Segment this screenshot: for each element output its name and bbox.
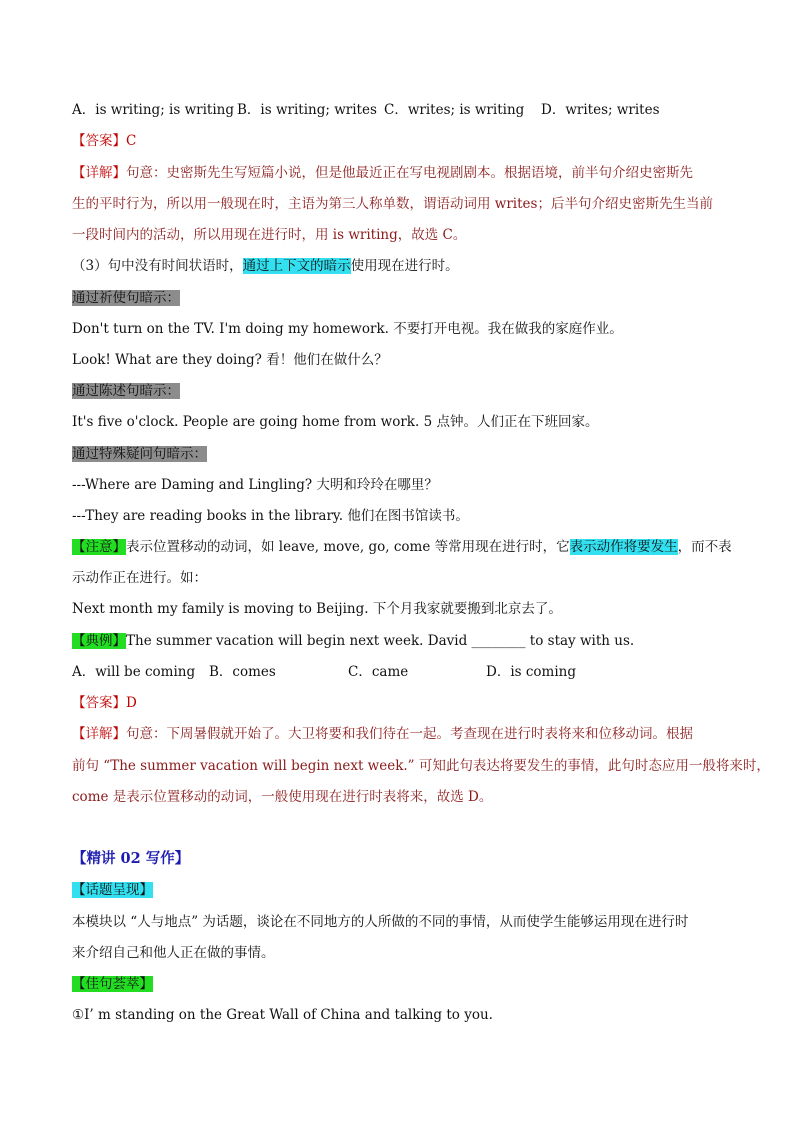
subheading-imperative: 通过祈使句暗示： bbox=[72, 290, 180, 306]
option-d: D．is coming bbox=[486, 664, 577, 680]
answer-value: C bbox=[126, 133, 137, 149]
detail-line: 生的平时行为，所以用一般现在时，主语为第三人称单数，谓语动词用 writes；后半句介绍史密斯先生当前 bbox=[72, 196, 713, 212]
subheading-line bbox=[72, 445, 207, 463]
answer-tag: 【答案】 bbox=[72, 695, 126, 711]
note-text: 表示位置移动的动词，如 leave, move, go, come 等常用现在进行时，它 bbox=[126, 539, 570, 555]
detail-tag: 【详解】 bbox=[72, 165, 126, 181]
answer-line bbox=[72, 132, 136, 150]
example-sentence: ---They are reading books in the library. 他们在图书馆读书。 bbox=[72, 508, 469, 524]
paragraph-line: 本模块以 “人与地点” 为话题，谈论在不同地方的人所做的不同的事情，从而使学生能够运用现在进行时 bbox=[72, 914, 689, 930]
detail-line: 前句 “The summer vacation will begin next week.” 可知此句表达将要发生的事情，此句时态应用一般将来时， bbox=[72, 758, 770, 774]
topic-label: 【话题呈现】 bbox=[72, 882, 153, 898]
example-sentence: It's five o'clock. People are going home from work. 5 点钟。人们正在下班回家。 bbox=[72, 414, 599, 430]
example-tag: 【典例】 bbox=[72, 633, 126, 649]
note-line bbox=[72, 538, 732, 556]
example-sentence: Look! What are they doing? 看！他们在做什么？ bbox=[72, 352, 388, 368]
detail-line: come 是表示位置移动的动词，一般使用现在进行时表将来，故选 D。 bbox=[72, 789, 493, 805]
detail-tag: 【详解】 bbox=[72, 726, 126, 742]
note-line: 示动作正在进行。如： bbox=[72, 570, 207, 586]
example-sentence: ①I’ m standing on the Great Wall of China and talking to you. bbox=[72, 1007, 493, 1023]
detail-text: 句意：下周暑假就开始了。大卫将要和我们待在一起。考查现在进行时表将来和位移动词。根据 bbox=[126, 726, 693, 742]
subheading-line bbox=[72, 382, 180, 400]
subheading-line bbox=[72, 881, 153, 899]
rule-highlight: 通过上下文的暗示 bbox=[242, 258, 351, 274]
section-heading: 【精讲 02 写作】 bbox=[72, 850, 190, 867]
answer-tag: 【答案】 bbox=[72, 133, 126, 149]
answer-value: D bbox=[126, 695, 137, 711]
paragraph-line: 来介绍自己和他人正在做的事情。 bbox=[72, 945, 275, 961]
option-a: A．is writing; is writing bbox=[72, 102, 234, 118]
detail-line bbox=[72, 164, 693, 182]
option-b: B．comes bbox=[209, 664, 276, 680]
example-sentence: Don't turn on the TV. I'm doing my homework. 不要打开电视。我在做我的家庭作业。 bbox=[72, 321, 623, 337]
answer-line bbox=[72, 694, 137, 712]
subheading-line bbox=[72, 975, 153, 993]
option-c: C．writes; is writing bbox=[384, 102, 525, 118]
example-text: The summer vacation will begin next week. David ________ to stay with us. bbox=[126, 633, 635, 649]
note-text: ，而不表 bbox=[677, 539, 732, 555]
option-b: B．is writing; writes bbox=[237, 102, 377, 118]
example-sentence: Next month my family is moving to Beijing. 下个月我家就要搬到北京去了。 bbox=[72, 601, 562, 617]
detail-line: 一段时间内的活动，所以用现在进行时，用 is writing，故选 C。 bbox=[72, 227, 467, 243]
question-options bbox=[72, 663, 724, 681]
example-sentence: ---Where are Daming and Lingling? 大明和玲玲在哪里？ bbox=[72, 477, 438, 493]
subheading-special-question: 通过特殊疑问句暗示： bbox=[72, 446, 207, 462]
rule-text: 使用现在进行时。 bbox=[350, 258, 459, 274]
question-options bbox=[72, 101, 724, 119]
subheading-line bbox=[72, 289, 180, 307]
option-d: D．writes; writes bbox=[541, 102, 660, 118]
example-question bbox=[72, 632, 634, 650]
rule-text: （3）句中没有时间状语时， bbox=[72, 258, 243, 274]
note-tag: 【注意】 bbox=[72, 539, 126, 555]
option-c: C．came bbox=[348, 664, 409, 680]
subheading-declarative: 通过陈述句暗示： bbox=[72, 383, 180, 399]
note-highlight: 表示动作将要发生 bbox=[569, 539, 678, 555]
detail-text: 句意：史密斯先生写短篇小说，但是他最近正在写电视剧剧本。根据语境，前半句介绍史密斯先 bbox=[126, 165, 693, 181]
sentences-label: 【佳句荟萃】 bbox=[72, 976, 153, 992]
rule-line bbox=[72, 257, 459, 275]
detail-line bbox=[72, 725, 693, 743]
option-a: A．will be coming bbox=[72, 664, 196, 680]
